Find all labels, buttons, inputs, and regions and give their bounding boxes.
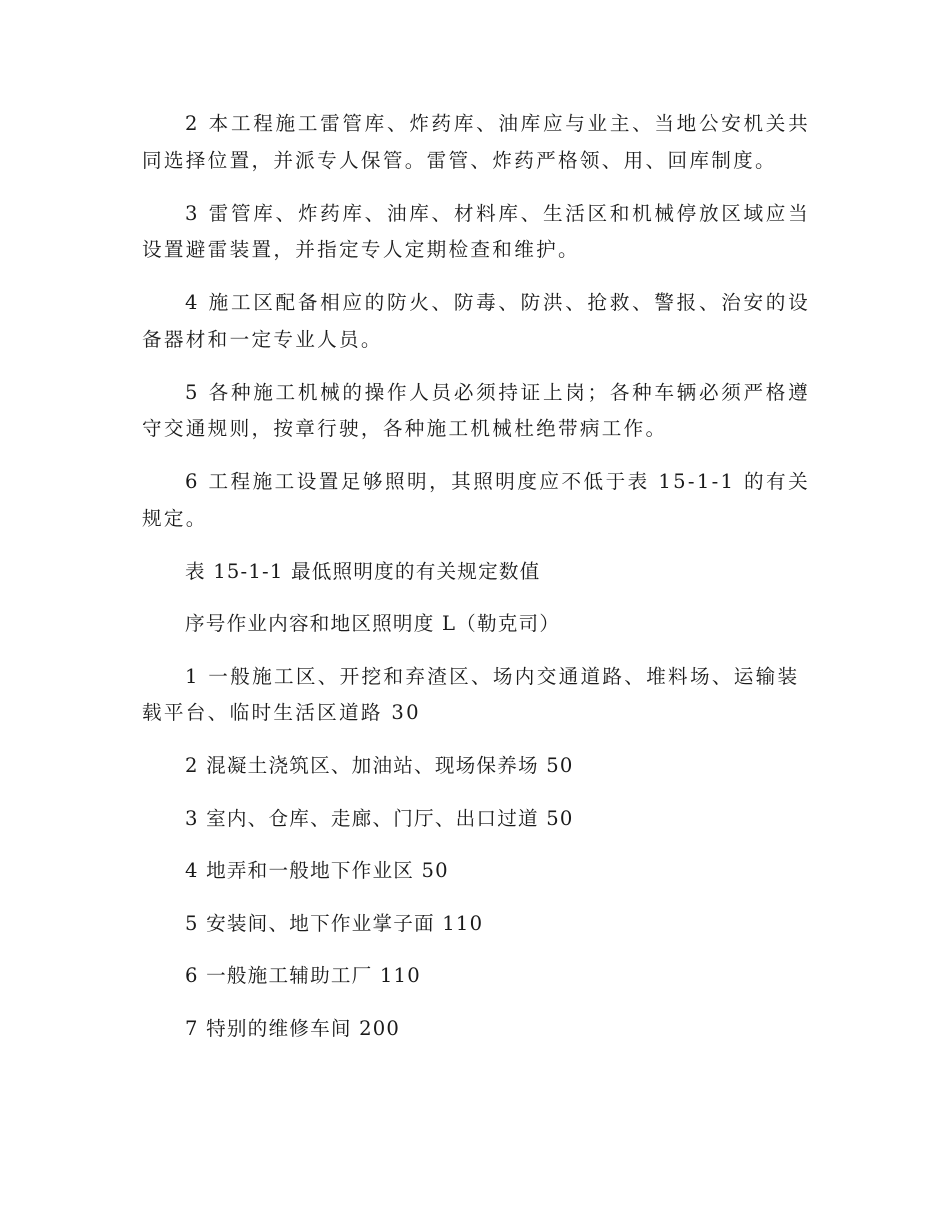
paragraph-item-4: 4 施工区配备相应的防火、防毒、防洪、抢救、警报、治安的设备器材和一定专业人员。 [142,291,810,351]
table-row: 1 一般施工区、开挖和弃渣区、场内交通道路、堆料场、运输装载平台、临时生活区道路 30 [142,664,800,724]
paragraph-item-3: 3 雷管库、炸药库、油库、材料库、生活区和机械停放区域应当设置避雷装置，并指定专人定期检查和维护。 [142,201,810,261]
table-row: 2 混凝土浇筑区、加油站、现场保养场 50 [185,754,574,777]
table-header: 序号作业内容和地区照明度 L（勒克司） [185,612,561,635]
paragraph-item-6: 6 工程施工设置足够照明，其照明度应不低于表 15-1-1 的有关规定。 [142,470,810,530]
paragraph-item-2: 2 本工程施工雷管库、炸药库、油库应与业主、当地公安机关共同选择位置，并派专人保管。雷管、炸药严格领、用、回库制度。 [142,112,810,172]
table-row: 4 地弄和一般地下作业区 50 [185,859,449,882]
table-row: 7 特别的维修车间 200 [185,1016,401,1040]
table-row: 5 安装间、地下作业掌子面 110 [185,911,484,935]
paragraph-item-5: 5 各种施工机械的操作人员必须持证上岗；各种车辆必须严格遵守交通规则，按章行驶，各种施工机械杜绝带病工作。 [142,380,810,440]
table-caption: 表 15-1-1 最低照明度的有关规定数值 [185,559,541,583]
document-body [142,106,810,1063]
table-row: 3 室内、仓库、走廊、门厅、出口过道 50 [185,806,574,830]
table-row: 6 一般施工辅助工厂 110 [185,964,421,987]
